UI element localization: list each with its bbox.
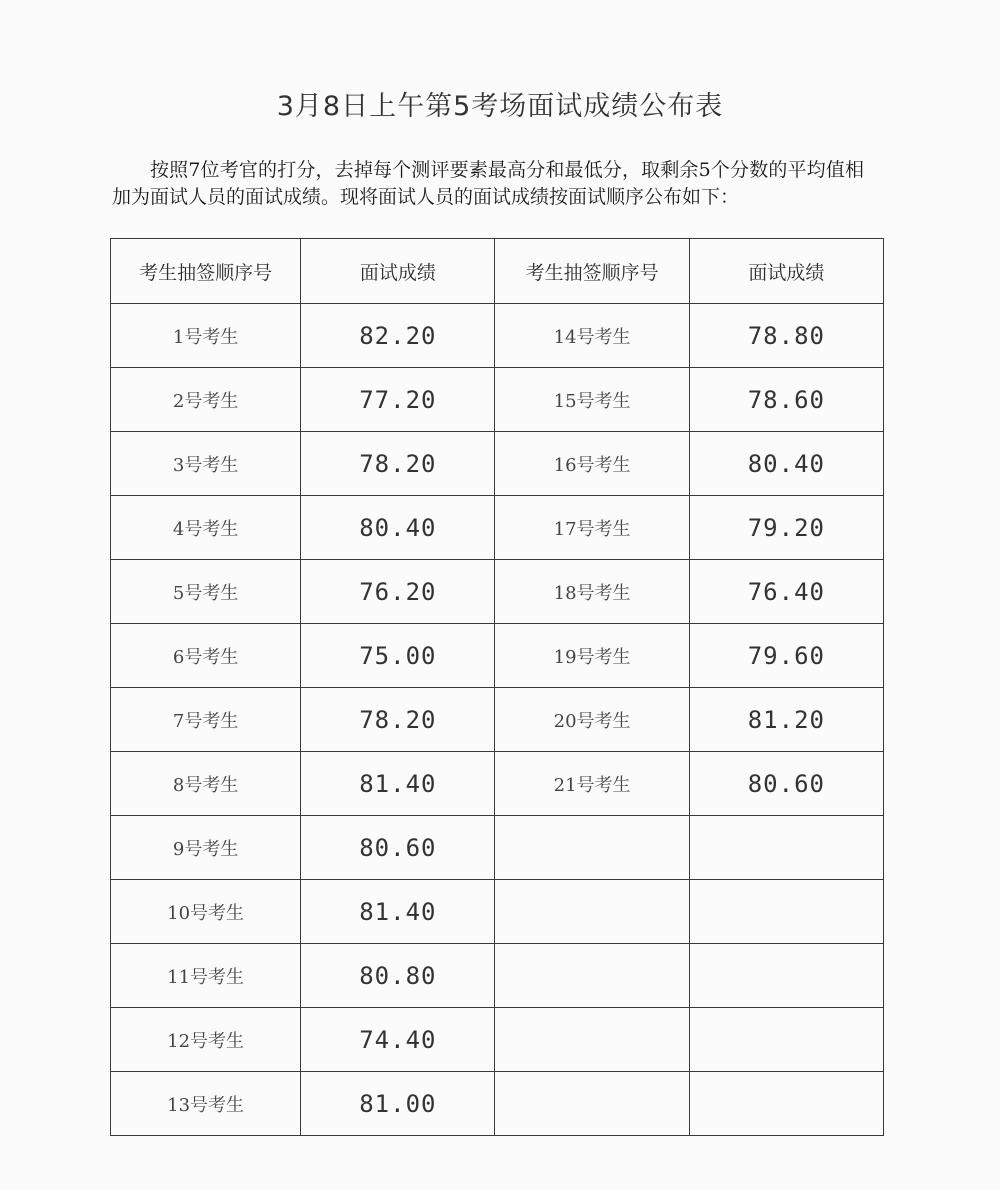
right-candidate-cell: 15号考生 — [495, 368, 689, 432]
table-row — [111, 752, 884, 816]
right-candidate-cell — [495, 880, 689, 944]
right-score-cell — [689, 944, 883, 1008]
right-score-cell: 78.80 — [689, 304, 883, 368]
table-row — [111, 944, 884, 1008]
right-candidate-cell: 19号考生 — [495, 624, 689, 688]
left-score-cell: 78.20 — [301, 432, 495, 496]
page-title: 3月8日上午第5考场面试成绩公布表 — [276, 91, 724, 122]
left-candidate-cell: 7号考生 — [111, 688, 301, 752]
header-right-score: 面试成绩 — [689, 239, 883, 304]
right-candidate-cell: 20号考生 — [495, 688, 689, 752]
table-row — [111, 688, 884, 752]
left-score-cell: 81.40 — [301, 880, 495, 944]
right-candidate-cell: 18号考生 — [495, 560, 689, 624]
header-left-candidate: 考生抽签顺序号 — [111, 239, 301, 304]
left-score-cell: 80.40 — [301, 496, 495, 560]
header-right-candidate: 考生抽签顺序号 — [495, 239, 689, 304]
table-row — [111, 496, 884, 560]
left-candidate-cell: 4号考生 — [111, 496, 301, 560]
left-candidate-cell: 8号考生 — [111, 752, 301, 816]
right-score-cell — [689, 1072, 883, 1136]
right-score-cell: 79.60 — [689, 624, 883, 688]
table-row — [111, 432, 884, 496]
left-score-cell: 76.20 — [301, 560, 495, 624]
left-score-cell: 82.20 — [301, 304, 495, 368]
left-candidate-cell: 6号考生 — [111, 624, 301, 688]
table-row — [111, 368, 884, 432]
left-score-cell: 80.60 — [301, 816, 495, 880]
table-row — [111, 816, 884, 880]
intro-paragraph: 按照7位考官的打分，去掉每个测评要素最高分和最低分，取剩余5个分数的平均值相加为面试人员的面试成绩。现将面试人员的面试成绩按面试顺序公布如下： — [112, 159, 864, 208]
table-row — [111, 624, 884, 688]
table-row — [111, 560, 884, 624]
score-table — [110, 238, 884, 1136]
table-row — [111, 1072, 884, 1136]
table-row — [111, 304, 884, 368]
right-candidate-cell — [495, 944, 689, 1008]
left-candidate-cell: 1号考生 — [111, 304, 301, 368]
right-score-cell — [689, 816, 883, 880]
table-row — [111, 880, 884, 944]
right-score-cell: 80.60 — [689, 752, 883, 816]
left-candidate-cell: 10号考生 — [111, 880, 301, 944]
right-score-cell: 76.40 — [689, 560, 883, 624]
right-candidate-cell: 21号考生 — [495, 752, 689, 816]
right-score-cell: 80.40 — [689, 432, 883, 496]
left-candidate-cell: 5号考生 — [111, 560, 301, 624]
left-candidate-cell: 12号考生 — [111, 1008, 301, 1072]
right-score-cell: 78.60 — [689, 368, 883, 432]
right-candidate-cell — [495, 1008, 689, 1072]
left-score-cell: 80.80 — [301, 944, 495, 1008]
right-candidate-cell — [495, 816, 689, 880]
left-score-cell: 81.40 — [301, 752, 495, 816]
table-header-row — [111, 239, 884, 304]
right-candidate-cell: 16号考生 — [495, 432, 689, 496]
left-score-cell: 74.40 — [301, 1008, 495, 1072]
left-score-cell: 78.20 — [301, 688, 495, 752]
left-candidate-cell: 3号考生 — [111, 432, 301, 496]
left-candidate-cell: 9号考生 — [111, 816, 301, 880]
left-score-cell: 81.00 — [301, 1072, 495, 1136]
left-candidate-cell: 13号考生 — [111, 1072, 301, 1136]
left-score-cell: 77.20 — [301, 368, 495, 432]
right-candidate-cell: 14号考生 — [495, 304, 689, 368]
left-score-cell: 75.00 — [301, 624, 495, 688]
right-score-cell: 81.20 — [689, 688, 883, 752]
right-score-cell — [689, 1008, 883, 1072]
right-candidate-cell — [495, 1072, 689, 1136]
right-score-cell — [689, 880, 883, 944]
table-row — [111, 1008, 884, 1072]
left-candidate-cell: 2号考生 — [111, 368, 301, 432]
left-candidate-cell: 11号考生 — [111, 944, 301, 1008]
header-left-score: 面试成绩 — [301, 239, 495, 304]
right-candidate-cell: 17号考生 — [495, 496, 689, 560]
right-score-cell: 79.20 — [689, 496, 883, 560]
